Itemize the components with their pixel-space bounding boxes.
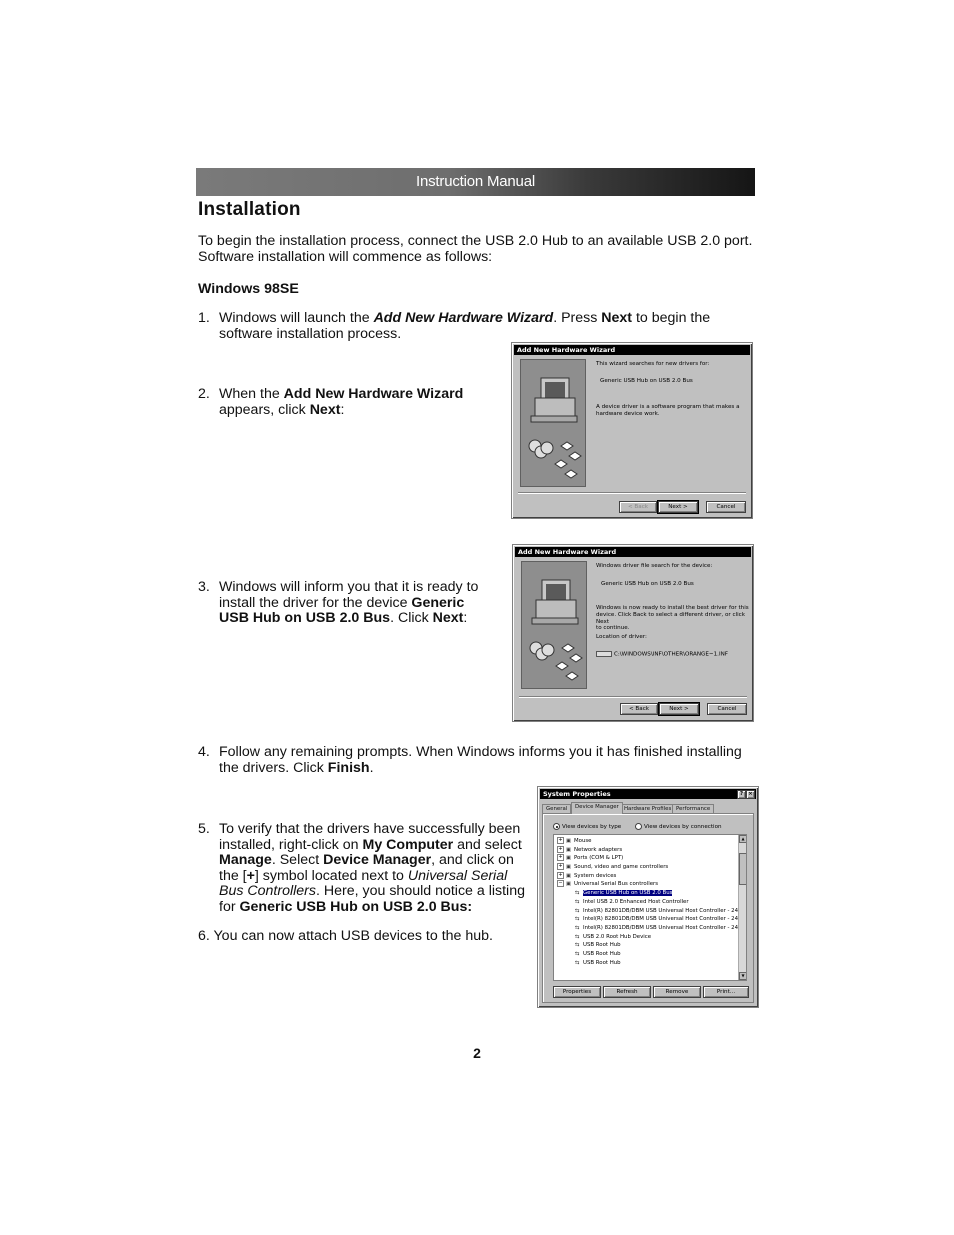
step-5-for: for xyxy=(219,898,240,915)
dialog-2-device-name: Generic USB Hub on USB 2.0 Bus xyxy=(601,581,694,587)
step-5-device-manager: Device Manager xyxy=(323,852,432,868)
dialog-1-titlebar: Add New Hardware Wizard xyxy=(514,345,750,355)
device-tree-item[interactable] xyxy=(557,933,746,942)
dialog-1-device-name: Generic USB Hub on USB 2.0 Bus xyxy=(600,378,693,384)
cancel-button[interactable]: Cancel xyxy=(706,501,746,513)
device-category-icon: ▣ xyxy=(566,881,572,888)
header-title: Instruction Manual xyxy=(416,173,535,190)
radio-by-type[interactable] xyxy=(553,823,621,831)
step-1-text-2: . Press xyxy=(553,310,602,326)
step-5-device: Generic USB Hub on USB 2.0 Bus: xyxy=(239,898,473,915)
dialog-2-location-path: C:\WINDOWS\INF\OTHER\ORANGE~1.INF xyxy=(614,651,729,658)
step-5-number: 5. xyxy=(198,821,210,837)
os-heading: Windows 98SE xyxy=(198,281,299,297)
step-1 xyxy=(198,311,758,342)
device-tree-item-label: Network adapters xyxy=(574,846,623,853)
cancel-button-2[interactable]: Cancel xyxy=(707,703,747,715)
step-5 xyxy=(198,822,538,915)
step-2-text-2: appears, click xyxy=(219,401,310,418)
device-tree-item-label: Ports (COM & LPT) xyxy=(574,855,624,862)
usb-icon: ⇆ xyxy=(575,916,580,923)
dialog-1-text-3 xyxy=(596,404,740,418)
dialog-1-text-3a: A device driver is a software program that makes a xyxy=(596,404,740,410)
page-number: 2 xyxy=(473,1045,481,1061)
step-5-line-2b: and select xyxy=(453,836,522,853)
system-properties-dialog xyxy=(537,786,759,1008)
computer-icon xyxy=(521,360,585,486)
device-tree-item[interactable] xyxy=(557,898,746,907)
step-1-line-2: software installation process. xyxy=(219,325,402,342)
device-category-icon: ▣ xyxy=(566,864,572,871)
device-tree-item-label: Universal Serial Bus controllers xyxy=(574,881,659,888)
wizard-illustration xyxy=(520,359,586,487)
step-4-finish: Finish xyxy=(327,759,370,776)
device-tree-item-label: Mouse xyxy=(574,838,592,844)
expand-icon[interactable]: + xyxy=(558,863,563,870)
step-5-plus: + xyxy=(246,867,255,884)
drive-icon xyxy=(596,651,612,657)
dialog-3-titlebar xyxy=(540,789,756,799)
add-hardware-dialog-1 xyxy=(511,342,753,519)
tab-hardware-profiles[interactable]: Hardware Profiles xyxy=(620,804,675,814)
step-5-usc-2: Bus Controllers xyxy=(219,883,316,899)
device-tree-item[interactable] xyxy=(557,837,746,846)
expand-icon[interactable]: + xyxy=(558,871,563,878)
add-hardware-dialog-2 xyxy=(512,544,754,722)
expand-icon[interactable]: + xyxy=(558,837,563,843)
step-4-period: . xyxy=(369,759,374,776)
device-tree-rows xyxy=(554,835,746,967)
step-5-line-5: . Here, you should notice a listing xyxy=(316,883,525,899)
step-5-line-2: installed, right-click on xyxy=(219,836,363,853)
step-5-line-4: the [ xyxy=(219,867,247,884)
page-title: Installation xyxy=(198,199,301,220)
collapse-icon[interactable]: − xyxy=(558,880,563,887)
step-3-line-2: install the driver for the device xyxy=(219,594,412,611)
device-tree-item[interactable] xyxy=(557,959,746,968)
step-2-wizard-name: Add New Hardware Wizard xyxy=(283,386,464,402)
device-tree-item-label: Intel(R) 82801DB/DBM USB Universal Host Controller - 24 xyxy=(583,907,739,914)
dialog-1-text-3b: hardware device work. xyxy=(596,410,660,417)
radio-by-type-icon xyxy=(553,823,560,830)
intro-line-1: To begin the installation process, connect the USB 2.0 Hub to an available USB 2.0 port. xyxy=(198,233,753,249)
device-tree[interactable] xyxy=(553,834,747,981)
device-tree-item[interactable] xyxy=(557,941,746,950)
usb-icon: ⇆ xyxy=(575,890,580,897)
device-tree-item[interactable] xyxy=(557,854,746,863)
step-5-line-1: To verify that the drivers have successfully been xyxy=(219,821,521,837)
usb-icon: ⇆ xyxy=(575,907,580,914)
usb-icon: ⇆ xyxy=(575,898,580,905)
device-tree-item-label: Intel(R) 82801DB/DBM USB Universal Host Controller - 24 xyxy=(583,916,739,923)
tree-scrollbar[interactable] xyxy=(738,835,746,980)
step-3-colon: : xyxy=(463,610,468,626)
dialog-1-text-1: This wizard searches for new drivers for: xyxy=(596,361,710,367)
step-3-next: Next xyxy=(432,610,464,626)
step-5-line-3b: , and click on xyxy=(431,852,514,868)
device-tree-item[interactable] xyxy=(557,950,746,959)
close-button[interactable]: × xyxy=(746,790,755,799)
device-tree-item[interactable] xyxy=(557,907,746,916)
back-button[interactable]: < Back xyxy=(619,501,657,513)
scroll-thumb[interactable] xyxy=(739,853,747,885)
device-tree-item-label: Intel(R) 82801DB/DBM USB Universal Host Controller - 24 xyxy=(583,924,739,931)
step-5-manage: Manage xyxy=(219,852,272,868)
device-tree-item[interactable] xyxy=(557,889,746,898)
intro-line-2: Software installation will commence as follows: xyxy=(198,248,493,265)
dialog-2-text-1: Windows driver file search for the device: xyxy=(596,563,713,569)
step-3-device-2: USB Hub on USB 2.0 Bus xyxy=(219,610,391,626)
device-category-icon: ▣ xyxy=(566,846,572,853)
radio-by-type-label: View devices by type xyxy=(562,824,622,830)
device-tree-item-label: USB 2.0 Root Hub Device xyxy=(583,933,652,940)
device-tree-item-label: Intel USB 2.0 Enhanced Host Controller xyxy=(583,898,689,905)
help-button[interactable]: ? xyxy=(737,790,746,799)
header-bar xyxy=(196,168,755,196)
dialog-1-divider xyxy=(518,492,746,494)
device-tree-item[interactable] xyxy=(557,863,746,872)
usb-icon: ⇆ xyxy=(575,959,580,966)
device-tree-item-label: USB Root Hub xyxy=(583,942,621,949)
radio-by-connection-label: View devices by connection xyxy=(644,824,722,830)
next-button[interactable]: Next > xyxy=(658,501,698,513)
device-category-icon: ▣ xyxy=(566,855,572,862)
device-tree-item-label: System devices xyxy=(574,872,617,879)
step-1-next: Next xyxy=(601,310,633,326)
step-4-line-1: Follow any remaining prompts. When Windows informs you it has finished installing xyxy=(219,744,742,760)
back-button-2[interactable]: < Back xyxy=(620,703,658,715)
device-tree-item-label: Sound, video and game controllers xyxy=(574,864,669,871)
step-3-line-1: Windows will inform you that it is ready to xyxy=(219,579,479,595)
tab-performance[interactable]: Performance xyxy=(672,804,714,814)
step-3-click: . Click xyxy=(390,610,433,626)
step-4 xyxy=(198,745,758,776)
step-4-line-2: the drivers. Click xyxy=(219,759,328,776)
step-2-colon: : xyxy=(340,401,345,418)
expand-icon[interactable]: + xyxy=(558,845,563,852)
step-2-number: 2. xyxy=(198,386,210,402)
device-tree-item[interactable] xyxy=(557,924,746,933)
usb-icon: ⇆ xyxy=(575,924,580,931)
wizard-illustration-2 xyxy=(521,561,587,689)
properties-button[interactable]: Properties xyxy=(553,986,601,998)
step-3-number: 3. xyxy=(198,579,210,595)
step-1-text: Windows will launch the xyxy=(219,310,374,326)
dialog-2-location-label: Location of driver: xyxy=(596,634,647,640)
device-tree-item-label: USB Root Hub xyxy=(583,950,621,957)
scroll-down-icon[interactable]: ▼ xyxy=(739,972,747,980)
radio-by-connection[interactable] xyxy=(635,823,722,831)
remove-button[interactable]: Remove xyxy=(653,986,701,998)
dialog-2-text-3b: device. Click Back to select a different driver, or click Next xyxy=(596,611,745,625)
device-tree-item-label: Generic USB Hub on USB 2.0 Bus xyxy=(583,890,673,897)
step-5-my-computer: My Computer xyxy=(362,836,454,853)
tab-general[interactable]: General xyxy=(542,804,571,814)
device-category-icon: ▣ xyxy=(566,872,572,879)
dialog-2-text-3 xyxy=(596,605,753,632)
intro-paragraph xyxy=(198,234,752,265)
device-tree-item[interactable] xyxy=(557,880,746,889)
step-1-wizard-name: Add New Hardware Wizard xyxy=(373,310,554,326)
step-1-number: 1. xyxy=(198,310,210,326)
step-6: 6. You can now attach USB devices to the hub. xyxy=(198,928,493,944)
step-5-usc-1: Universal Serial xyxy=(407,867,508,884)
step-5-select: . Select xyxy=(271,852,324,868)
dialog-2-text-3c: to continue. xyxy=(596,625,630,632)
tab-panel xyxy=(542,813,754,1003)
step-3-device-1: Generic xyxy=(411,594,465,611)
usb-icon: ⇆ xyxy=(575,933,580,940)
scroll-up-icon[interactable]: ▲ xyxy=(739,835,747,843)
computer-icon-2 xyxy=(522,562,586,688)
step-3 xyxy=(198,580,498,627)
device-category-icon: ▣ xyxy=(566,838,572,844)
device-tree-item[interactable] xyxy=(557,872,746,881)
radio-by-connection-icon xyxy=(635,823,642,830)
dialog-2-text-3a: Windows is now ready to install the best driver for this xyxy=(596,605,749,611)
dialog-2-location xyxy=(596,651,728,658)
step-5-line-4b: ] symbol located next to xyxy=(254,867,408,884)
print-button[interactable]: Print... xyxy=(703,986,749,998)
next-button-2[interactable]: Next > xyxy=(659,703,699,715)
step-4-number: 4. xyxy=(198,744,210,760)
step-1-text-3: to begin the xyxy=(632,310,711,326)
device-tree-item[interactable] xyxy=(557,915,746,924)
dialog-2-divider xyxy=(519,696,747,698)
step-2-next: Next xyxy=(309,401,341,418)
usb-icon: ⇆ xyxy=(575,942,580,949)
step-2 xyxy=(198,387,498,418)
step-2-text: When the xyxy=(219,386,284,402)
usb-icon: ⇆ xyxy=(575,950,580,957)
tab-device-manager[interactable]: Device Manager xyxy=(571,802,623,814)
refresh-button[interactable]: Refresh xyxy=(603,986,651,998)
dialog-3-title: System Properties xyxy=(543,790,611,798)
dialog-2-titlebar: Add New Hardware Wizard xyxy=(515,547,751,557)
device-tree-item-label: USB Root Hub xyxy=(583,959,621,966)
device-tree-item[interactable] xyxy=(557,846,746,855)
expand-icon[interactable]: + xyxy=(558,854,563,861)
